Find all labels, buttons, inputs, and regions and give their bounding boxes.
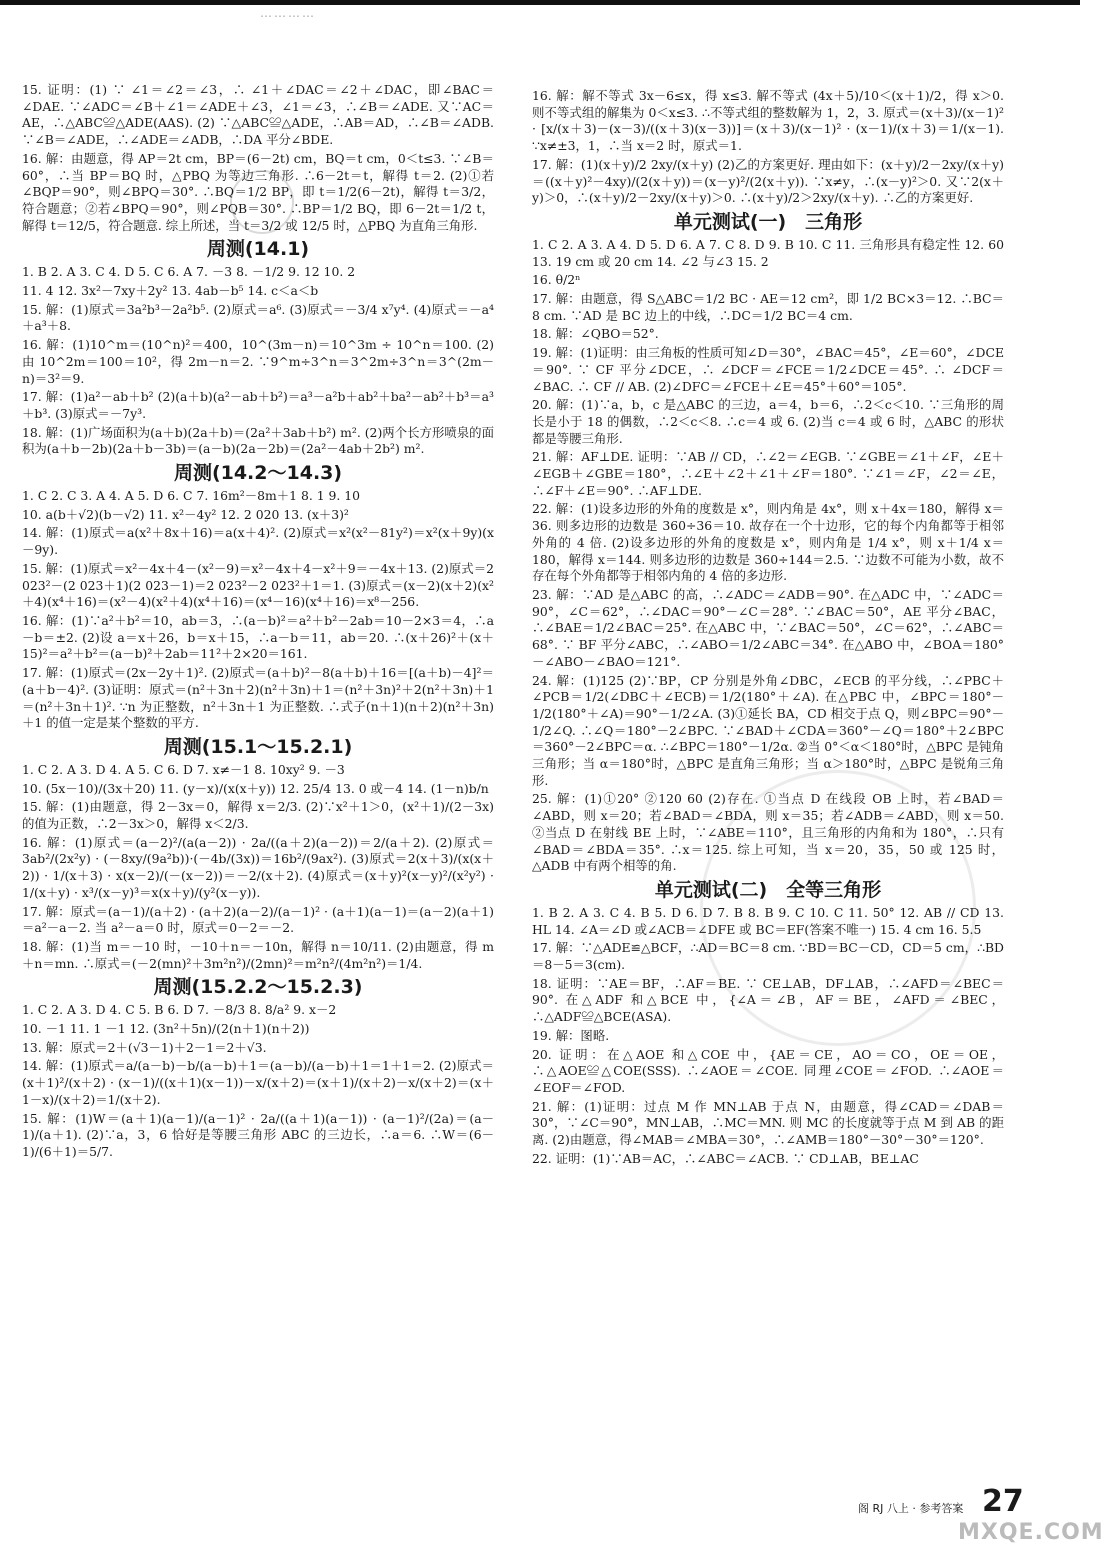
answer-paragraph: 1. C 2. A 3. D 4. A 5. C 6. D 7. x≠－1 8. 10xy² 9. －3 bbox=[22, 761, 345, 777]
answer-paragraph: 15. 解：(1)原式＝3a²b³－2a²b⁵. (2)原式＝a⁶. (3)原式＝－3/4 x⁷y⁴. (4)原式＝－a⁴＋a³＋8. bbox=[22, 301, 494, 334]
answer-paragraph: 21. 解：(1)证明：过点 M 作 MN⊥AB 于点 N，由题意，得∠CAD＝∠DAB＝30°，∵∠C＝90°，MN⊥AB，∴MC＝MN. 则 MC 的长度就等于点 M 到 AB 的距离. (2)由题意，得∠MAB＝∠MBA＝30°，∴∠AMB＝180°－30°－30°＝120°. bbox=[532, 1098, 1004, 1148]
answer-paragraph: 16. 解：解不等式 3x－6≤x，得 x≤3. 解不等式 (4x＋5)/10＜(x＋1)/2，得 x＞0. 则不等式组的解集为 0＜x≤3. ∴不等式组的整数解为 1，2，3. 原式＝(x＋3)/(x－1)² · [x/(x＋3)－(x－3)/((x＋3)(x－3))]＝(x＋3)/(x－1)² · (x－1)/(x＋3)＝1/(x－1). ∵x≠±3，1，∴当 x＝2 时，原式＝1. bbox=[532, 88, 1004, 154]
section-heading: 周测(14.2～14.3) bbox=[173, 462, 343, 485]
section-heading: 周测(15.2.2～15.2.3) bbox=[153, 976, 363, 999]
section-heading: 周测(14.1) bbox=[206, 238, 310, 261]
top-edge bbox=[0, 0, 1080, 5]
answer-paragraph: 15. 解：(1)原式＝x²－4x＋4－(x²－9)＝x²－4x＋4－x²＋9＝－4x＋13. (2)原式＝2 023²－(2 023＋1)(2 023－1)＝2 023²－2 023²＋1＝1. (3)原式＝(x－2)(x＋2)(x²＋4)(x⁴＋16)＝(x²－4)(x²＋4)(x⁴＋16)＝(x⁴－16)(x⁴＋16)＝x⁸－256. bbox=[22, 560, 494, 610]
answer-paragraph: 1. B 2. A 3. C 4. B 5. D 6. D 7. B 8. B 9. C 10. C 11. 50° 12. AB // CD 13. HL 14. ∠A＝∠D 或∠ACB＝∠DFE 或 BC＝EF(答案不唯一) 15. 4 cm 16. 5.5 bbox=[532, 904, 1004, 937]
left-column bbox=[22, 82, 494, 1163]
answer-paragraph: 15. 解：(1)W＝(a＋1)(a－1)/(a－1)² · 2a/((a＋1)(a－1)) · (a－1)²/(2a)＝(a－1)/(a＋1). (2)∵a，3，6 恰好是等腰三角形 ABC 的三边长，∴a＝6. ∴W＝(6－1)/(6＋1)＝5/7. bbox=[22, 1110, 494, 1159]
answer-paragraph: 16. 解：(1)∵a²＋b²＝10，ab＝3，∴(a－b)²＝a²＋b²－2ab＝10－2×3＝4，∴a－b＝±2. (2)设 a＝x＋26，b＝x＋15，∴a－b＝11，ab＝20. ∴(x＋26)²＋(x＋15)²＝a²＋b²＝(a－b)²＋2ab＝11²＋2×20＝161. bbox=[22, 612, 494, 662]
answer-paragraph: 1. B 2. A 3. C 4. D 5. C 6. A 7. －3 8. －1/2 9. 12 10. 2 bbox=[22, 264, 356, 280]
answer-paragraph: 20. 证明：在△AOE 和△COE 中，{AE＝CE，AO＝CO，OE＝OE，∴△AOE≌△COE(SSS). ∴∠AOE＝∠COE. 同理∠COE＝∠FOD. ∴∠AOE＝∠EOF＝∠FOD. bbox=[532, 1046, 1004, 1095]
answer-paragraph: 13. 解：原式＝2＋(√3－1)＋2－1＝2＋√3. bbox=[22, 1039, 267, 1055]
answer-paragraph: 17. 解：∵△ADE≌△BCF，∴AD＝BC＝8 cm. ∵BD＝BC－CD，CD＝5 cm，∴BD＝8－5＝3(cm). bbox=[532, 940, 1004, 973]
answer-paragraph: 25. 解：(1)①20° ②120 60 (2)存在. ①当点 D 在线段 OB 上时，若∠BAD＝∠ABD，则 x＝20；若∠BAD＝∠BDA，则 x＝35；若∠ADB＝∠ABD，则 x＝50. ②当点 D 在射线 BE 上时，∵∠ABE＝110°，且三角形的内角和为 180°，∴只有∠BAD＝∠BDA＝35°. ∴x＝125. 综上可知，当 x＝20，35，50 或 125 时，△ADB 中有两个相等的角. bbox=[532, 791, 1004, 874]
top-scan-text: ………… bbox=[260, 6, 316, 20]
section-heading: 周测(15.1～15.2.1) bbox=[163, 735, 353, 758]
answer-paragraph: 24. 解：(1)125 (2)∵BP，CP 分别是外角∠DBC，∠ECB 的平分线，∴∠PBC＋∠PCB＝1/2(∠DBC＋∠ECB)＝1/2(180°＋∠A). 在△PBC 中，∠BPC＝180°－1/2(180°＋∠A)＝90°－1/2∠A. (3)①延长 BA，CD 相交于点 Q，则∠BPC＝90°－1/2∠Q. ∴∠Q＝180°－2∠BPC. ∵∠BAD＋∠CDA＝360°－∠Q＝180°＋2∠BPC＝360°－2∠BPC＝α. ∴∠BPC＝180°－1/2α. ②当 0°＜α＜180°时，△BPC 是钝角三角形；当 α＝180°时，△BPC 是直角三角形；当 α＞180°时，△BPC 是锐角三角形. bbox=[532, 672, 1004, 788]
answer-paragraph: 18. 解：(1)广场面积为(a＋b)(2a＋b)＝(2a²＋3ab＋b²) m². (2)两个长方形喷泉的面积为(a＋b－2b)(2a＋b－3b)＝(a－b)(2a－2b)＝(2a²－4ab＋2b²) m². bbox=[22, 424, 494, 457]
page-footer-label: 阁 RJ 八上 · 参考答案 bbox=[858, 1502, 964, 1515]
page-number: 27 bbox=[982, 1484, 1024, 1519]
answer-paragraph: 19. 解：图略. bbox=[532, 1027, 610, 1043]
answer-paragraph: 23. 解：∵AD 是△ABC 的高，∴∠ADC＝∠ADB＝90°. 在△ADC 中，∵∠ADC＝90°，∠C＝62°，∴∠DAC＝90°－∠C＝28°. ∵∠BAC＝50°，AE 平分∠BAC，∴∠BAE＝1/2∠BAC＝25°. 在△ABC 中，∵∠BAC＝50°，∠C＝62°，∴∠ABC＝68°. ∵ BF 平分∠ABC，∴∠ABO＝1/2∠ABC＝34°. 在△ABO 中，∠BOA＝180°－∠ABO－∠BAO＝121°. bbox=[532, 586, 1004, 669]
answer-paragraph: 10. (5x－10)/(3x＋20) 11. (y－x)/(x(x＋y)) 12. 25/4 13. 0 或－4 14. (1－n)b/n bbox=[22, 780, 489, 796]
right-column bbox=[532, 88, 1004, 1169]
answer-paragraph: 10. －1 11. 1 －1 12. (3n²＋5n)/(2(n＋1)(n＋2)) bbox=[22, 1021, 310, 1037]
answer-paragraph: 20. 解：(1)∵a，b，c 是△ABC 的三边，a＝4，b＝6，∴2＜c＜10. ∵三角形的周长是小于 18 的偶数，∴2＜c＜8. ∴c＝4 或 6. (2)当 c＝4 或 6 时，△ABC 的形状都是等腰三角形. bbox=[532, 397, 1004, 446]
site-logo: MXQE.COM bbox=[958, 1520, 1104, 1545]
answer-paragraph: 1. C 2. A 3. D 4. C 5. B 6. D 7. －8/3 8. 8/a² 9. x－2 bbox=[22, 1002, 337, 1018]
answer-paragraph: 16. 解：(1)10^m＝(10^n)²＝400，10^(3m－n)＝10^3m ÷ 10^n＝100. (2)由 10^2m＝100＝10²，得 2m－n＝2. ∵9^m÷3^n＝3^2m÷3^n＝3^(2m－n)＝3²＝9. bbox=[22, 337, 494, 386]
answer-paragraph: 18. 解：∠QBO＝52°. bbox=[532, 326, 659, 342]
answer-paragraph: 22. 证明：(1)∵AB＝AC，∴∠ABC＝∠ACB. ∵ CD⊥AB，BE⊥AC bbox=[532, 1150, 919, 1166]
answer-paragraph: 17. 解：(1)a²－ab＋b² (2)(a＋b)(a²－ab＋b²)＝a³－a²b＋ab²＋ba²－ab²＋b³＝a³＋b³. (3)原式＝－7y³. bbox=[22, 389, 494, 421]
answer-paragraph: 15. 证明：(1) ∵ ∠1＝∠2＝∠3，∴ ∠1＋∠DAC＝∠2＋∠DAC，即∠BAC＝∠DAE. ∵∠ADC＝∠B＋∠1＝∠ADE＋∠3，∠1＝∠3，∴∠B＝∠ADE. 又∵AC＝AE，∴△ABC≌△ADE(AAS). (2) ∵△ABC≌△ADE，∴AB＝AD，∴∠B＝∠ADB. ∵∠B＝∠ADE，∴∠ADE＝∠ADB，∴DA 平分∠BDE. bbox=[22, 82, 494, 148]
answer-paragraph: 16. 解：(1)原式＝(a－2)²/(a(a－2)) · 2a/((a＋2)(a－2))＝2/(a＋2). (2)原式＝3ab²/(2x²y) · (－8xy/(9a²b))·(－4b/(3x))＝16b²/(9ax²). (3)原式＝2(x＋3)/(x(x＋2)) · 1/(x＋3) · x(x－2)/(－(x－2))＝－2/(x＋2). (4)原式＝(x＋y)²(x－y)²/(x²y²) · 1/(x＋y) · x³/(x－y)³＝x(x＋y)/(y²(x－y)). bbox=[22, 834, 494, 900]
answer-paragraph: 21. 解：AF⊥DE. 证明：∵AB // CD，∴∠2＝∠EGB. ∵∠GBE＝∠1＋∠F，∠E＋∠EGB＋∠GBE＝180°，∴∠E＋∠2＋∠1＋∠F＝180°. ∵∠1＝∠F，∠2＝∠E，∴∠F＋∠E＝90°. ∴AF⊥DE. bbox=[532, 449, 1004, 498]
answer-paragraph: 15. 解：(1)由题意，得 2－3x＝0，解得 x＝2/3. (2)∵x²＋1＞0，(x²＋1)/(2－3x) 的值为正数，∴2－3x＞0，解得 x＜2/3. bbox=[22, 799, 494, 832]
answer-paragraph: 14. 解：(1)原式＝a/(a－b)－b/(a－b)＋1＝(a－b)/(a－b)＋1＝1＋1＝2. (2)原式＝(x＋1)²/(x＋2) · (x－1)/((x＋1)(x－1))－x/(x＋2)＝(x＋1)/(x＋2)－x/(x＋2)＝(x＋1－x)/(x＋2)＝1/(x＋2). bbox=[22, 1058, 494, 1107]
answer-paragraph: 1. C 2. A 3. A 4. D 5. D 6. A 7. C 8. D 9. B 10. C 11. 三角形具有稳定性 12. 60 13. 19 cm 或 20 cm 14. ∠2 与∠3 15. 2 bbox=[532, 236, 1004, 269]
answer-paragraph: 17. 解：(1)(x＋y)/2 2xy/(x＋y) (2)乙的方案更好. 理由如下：(x＋y)/2－2xy/(x＋y)＝((x＋y)²－4xy)/(2(x＋y))＝(x－y)²/(2(x＋y)). ∵x≠y，∴(x－y)²＞0. 又∵2(x＋y)＞0，∴(x＋y)/2－2xy/(x＋y)＞0. ∴(x＋y)/2＞2xy/(x＋y). ∴乙的方案更好. bbox=[532, 156, 1004, 206]
answer-paragraph: 16. θ/2ⁿ bbox=[532, 272, 581, 288]
section-heading: 单元测试(二) 全等三角形 bbox=[654, 878, 882, 901]
answer-paragraph: 22. 解：(1)设多边形的外角的度数是 x°，则内角是 4x°，则 x＋4x＝180，解得 x＝36. 则多边形的边数是 360÷36＝10. 故存在一个十边形，它的每个内角都等于相邻外角的 4 倍. (2)设多边形的外角的度数是 x°，则内角是 1/4 x°，则 x＋1/4 x＝180，解得 x＝144. 则多边形的边数是 360÷144＝2.5. ∵边数不可能为小数，故不存在每个外角都等于相邻内角的 4 倍的多边形. bbox=[532, 501, 1004, 584]
answer-paragraph: 11. 4 12. 3x²－7xy＋2y² 13. 4ab－b⁵ 14. c＜a＜b bbox=[22, 283, 319, 299]
answer-paragraph: 10. a(b＋√2)(b－√2) 11. x²－4y² 12. 2 020 13. (x＋3)² bbox=[22, 506, 349, 522]
answer-paragraph: 18. 解：(1)当 m＝－10 时，－10＋n＝－10n，解得 n＝10/11. (2)由题意，得 m＋n＝mn. ∴原式＝(－2(mn)²＋3m²n²)/(2mn)²＝m²n²/(4m²n²)＝1/4. bbox=[22, 938, 494, 971]
answer-paragraph: 18. 证明：∵AE＝BF，∴AF＝BE. ∵ CE⊥AB，DF⊥AB，∴∠AFD＝∠BEC＝90°. 在△ADF 和△BCE 中，{∠A＝∠B，AF＝BE，∠AFD＝∠BEC，∴△ADF≌△BCE(ASA). bbox=[532, 975, 1004, 1025]
answer-paragraph: 17. 解：(1)原式＝(2x－2y＋1)². (2)原式＝(a＋b)²－8(a＋b)＋16＝[(a＋b)－4]²＝(a＋b－4)². (3)证明：原式＝(n²＋3n＋2)(n²＋3n)＋1＝(n²＋3n)²＋2(n²＋3n)＋1＝(n²＋3n＋1)². ∵n 为正整数，n²＋3n＋1 为正整数. ∴式子(n＋1)(n＋2)(n²＋3n)＋1 的值一定是某个整数的平方. bbox=[22, 665, 494, 731]
section-heading: 单元测试(一) 三角形 bbox=[673, 210, 863, 233]
answer-paragraph: 17. 解：原式＝(a－1)/(a＋2) · (a＋2)(a－2)/(a－1)² · (a＋1)(a－1)＝(a－2)(a＋1)＝a²－a－2. 当 a²－a＝0 时，原式＝0－2＝－2. bbox=[22, 903, 494, 936]
answer-paragraph: 16. 解：由题意，得 AP＝2t cm，BP＝(6－2t) cm，BQ＝t cm，0＜t≤3. ∵∠B＝60°，∴当 BP＝BQ 时，△PBQ 为等边三角形. ∴6－2t＝t，解得 t＝2. (2)①若∠BQP＝90°，则∠BPQ＝30°. ∴BQ＝1/2 BP，即 t＝1/2(6－2t)，解得 t＝3/2，符合题意；②若∠BPQ＝90°，则∠PQB＝30°. ∴BP＝1/2 BQ，即 6－2t＝1/2 t，解得 t＝12/5，符合题意. 综上所述，当 t＝3/2 或 12/5 时，△PBQ 为直角三角形. bbox=[22, 150, 494, 233]
answer-paragraph: 14. 解：(1)原式＝a(x²＋8x＋16)＝a(x＋4)². (2)原式＝x²(x²－81y²)＝x²(x＋9y)(x－9y). bbox=[22, 525, 494, 558]
answer-paragraph: 17. 解：由题意，得 S△ABC＝1/2 BC · AE＝12 cm²，即 1/2 BC×3＝12. ∴BC＝8 cm. ∵AD 是 BC 边上的中线，∴DC＝1/2 BC＝4 cm. bbox=[532, 291, 1004, 323]
answer-paragraph: 19. 解：(1)证明：由三角板的性质可知∠D＝30°，∠BAC＝45°，∠E＝60°，∠DCE＝90°. ∵ CF 平分∠DCE，∴ ∠DCF＝∠FCE＝1/2∠DCE＝45°. ∴ ∠DCF＝∠BAC. ∴ CF // AB. (2)∠DFC＝∠FCE＋∠E＝45°＋60°＝105°. bbox=[532, 345, 1004, 394]
answer-paragraph: 1. C 2. C 3. A 4. A 5. D 6. C 7. 16m²－8m＋1 8. 1 9. 10 bbox=[22, 488, 361, 504]
